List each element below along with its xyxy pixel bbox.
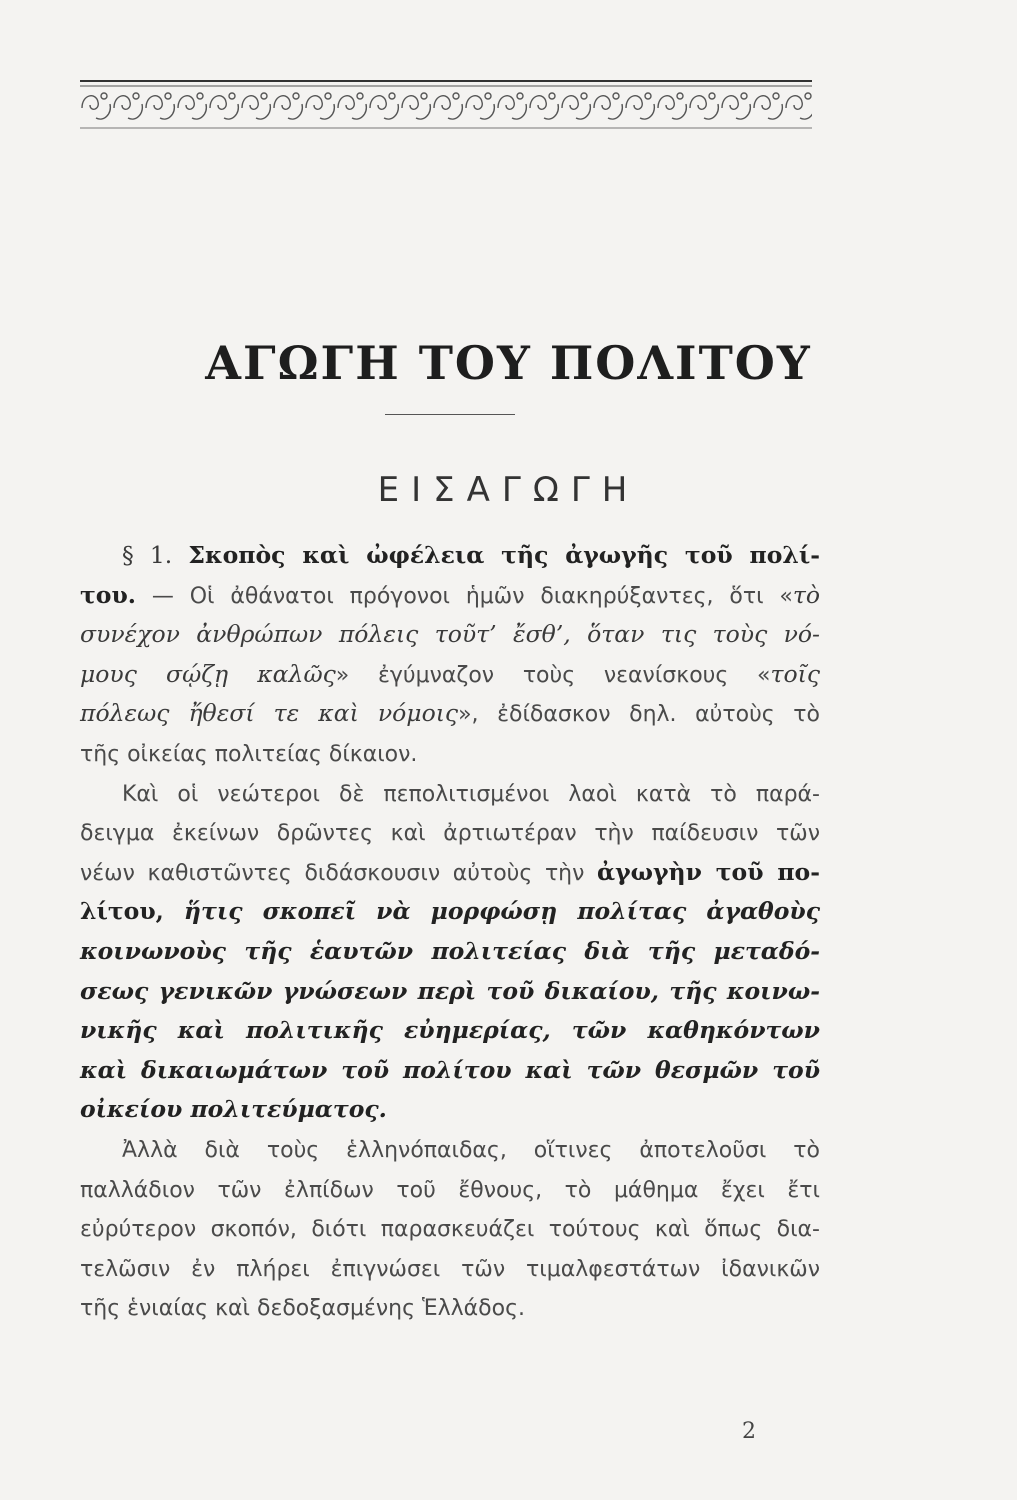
scroll-dot bbox=[581, 93, 587, 99]
line-text: Καὶ οἱ νεώτεροι δὲ πεπολιτισμένοι λαοὶ κατὰ τὸ παρά- bbox=[122, 781, 820, 807]
text-line bbox=[80, 734, 820, 774]
text-line bbox=[80, 972, 820, 1012]
scroll-motif bbox=[466, 96, 494, 119]
text-line bbox=[80, 536, 820, 576]
line-text: », ἐδίδασκον δηλ. αὐτοὺς τὸ bbox=[458, 702, 820, 728]
line-text: εὐρύτερον σκοπόν, διότι παρασκευάζει τούτους καὶ ὅπως δια- bbox=[80, 1217, 820, 1243]
title-divider bbox=[385, 414, 515, 415]
line-text: τῆς οἰκείας πολιτείας δίκαιον. bbox=[80, 741, 418, 767]
text-line bbox=[80, 615, 820, 655]
section-heading: Σκοπὸς καὶ ὠφέλεια τῆς ἀγωγῆς τοῦ πολί- bbox=[188, 541, 820, 569]
scroll-motif bbox=[306, 96, 334, 119]
scroll-motif bbox=[178, 96, 206, 119]
scroll-dot bbox=[101, 93, 107, 99]
scroll-dot bbox=[549, 93, 555, 99]
text-line bbox=[80, 1090, 820, 1130]
text-line bbox=[80, 1249, 820, 1289]
scroll-motif bbox=[498, 96, 526, 119]
scroll-motif bbox=[210, 96, 238, 119]
scroll-dot bbox=[229, 93, 235, 99]
scroll-motif bbox=[562, 96, 590, 119]
scroll-motif bbox=[146, 96, 174, 119]
text-line bbox=[80, 1130, 820, 1170]
scroll-dot bbox=[389, 93, 395, 99]
emphasis-italic-text: ἥτις σκοπεῖ νὰ μορφώσῃ πολίτας ἀγαθοὺς bbox=[163, 897, 820, 926]
ornamental-header-band bbox=[80, 78, 812, 134]
text-line bbox=[80, 774, 820, 814]
scroll-dot bbox=[325, 93, 331, 99]
scroll-dot bbox=[485, 93, 491, 99]
scroll-motif bbox=[370, 96, 398, 119]
scroll-dot bbox=[293, 93, 299, 99]
text-line bbox=[80, 853, 820, 893]
scroll-dot bbox=[677, 93, 683, 99]
text-line bbox=[80, 1209, 820, 1249]
scroll-motif bbox=[114, 96, 142, 119]
scroll-motif bbox=[530, 96, 558, 119]
emphasis-italic-text: σεως γενικῶν γνώσεων περὶ τοῦ δικαίου, τῆς κοινω- bbox=[80, 976, 820, 1005]
scroll-dot bbox=[197, 93, 203, 99]
line-text: νέων καθιστῶντες διδάσκουσιν αὐτοὺς τὴν bbox=[80, 860, 598, 886]
section-number: § 1. bbox=[122, 541, 189, 569]
page-title: ΑΓΩΓΗ ΤΟΥ ΠΟΛΙΤΟΥ bbox=[205, 336, 812, 390]
section-heading-end: του. bbox=[80, 580, 136, 609]
quote-text: πόλεως ἤθεσί τε καὶ νόμοις bbox=[80, 699, 459, 728]
scroll-dot bbox=[421, 93, 427, 99]
line-text: Ἀλλὰ διὰ τοὺς ἑλληνόπαιδας, οἵτινες ἀποτελοῦσι τὸ bbox=[122, 1137, 820, 1163]
scroll-motif bbox=[690, 96, 718, 119]
ornament-border-graphic bbox=[80, 78, 812, 134]
line-text: τελῶσιν ἐν πλήρει ἐπιγνώσει τῶν τιμαλφεστάτων ἰδανικῶν bbox=[80, 1256, 820, 1282]
scroll-motif bbox=[338, 96, 366, 119]
text-line bbox=[80, 694, 820, 734]
scroll-dot bbox=[741, 93, 747, 99]
emphasis-italic-text: νικῆς καὶ πολιτικῆς εὐημερίας, τῶν καθηκόντων bbox=[80, 1016, 820, 1045]
scroll-dot bbox=[645, 93, 651, 99]
text-line bbox=[80, 1170, 820, 1210]
scroll-motif bbox=[626, 96, 654, 119]
emphasis-italic-text: κοινωνοὺς τῆς ἑαυτῶν πολιτείας διὰ τῆς μεταδό- bbox=[80, 936, 820, 965]
line-text: — Οἱ ἀθάνατοι πρόγονοι ἡμῶν διακηρύξαντες, ὅτι « bbox=[135, 583, 793, 609]
quote-text: τοῖς bbox=[770, 659, 821, 688]
quote-text: τὸ bbox=[792, 580, 820, 609]
scroll-dot bbox=[805, 93, 811, 99]
scroll-motif bbox=[658, 96, 686, 119]
text-line bbox=[80, 655, 820, 695]
scroll-motif bbox=[274, 96, 302, 119]
emphasis-italic-text: καὶ δικαιωμάτων τοῦ πολίτου καὶ τῶν θεσμῶν τοῦ bbox=[80, 1055, 820, 1084]
scroll-dot bbox=[453, 93, 459, 99]
emphasis-text: ἀγωγὴν τοῦ πο- bbox=[597, 857, 820, 886]
body-text bbox=[80, 536, 820, 1328]
text-line bbox=[80, 813, 820, 853]
text-line bbox=[80, 1051, 820, 1091]
scroll-motif bbox=[402, 96, 430, 119]
emphasis-italic-text: οἰκείου πολιτεύματος. bbox=[80, 1095, 387, 1124]
section-subtitle: ΕΙΣΑΓΩΓΗ bbox=[377, 470, 640, 510]
quote-text: συνέχον ἀνθρώπων πόλεις τοῦτ’ ἔσθ’, ὅταν τις τοὺς νό- bbox=[80, 620, 820, 649]
text-line bbox=[80, 576, 820, 616]
scroll-motif bbox=[242, 96, 270, 119]
line-text: » ἐγύμναζον τοὺς νεανίσκους « bbox=[335, 662, 771, 688]
text-line bbox=[80, 892, 820, 932]
scroll-dot bbox=[357, 93, 363, 99]
page-number: 2 bbox=[742, 1419, 756, 1444]
scroll-motif bbox=[82, 96, 110, 119]
quote-text: μους σῴζῃ καλῶς bbox=[80, 659, 336, 688]
line-text: παλλάδιον τῶν ἐλπίδων τοῦ ἔθνους, τὸ μάθημα ἔχει ἔτι bbox=[80, 1177, 820, 1203]
text-line bbox=[80, 1011, 820, 1051]
scroll-dot bbox=[517, 93, 523, 99]
text-line bbox=[80, 1288, 820, 1328]
scroll-dot bbox=[133, 93, 139, 99]
scroll-dot bbox=[773, 93, 779, 99]
text-line bbox=[80, 932, 820, 972]
line-text: τῆς ἑνιαίας καὶ δεδοξασμένης Ἑλλάδος. bbox=[80, 1296, 525, 1322]
scroll-motif bbox=[594, 96, 622, 119]
scroll-dot bbox=[709, 93, 715, 99]
scroll-dot bbox=[613, 93, 619, 99]
scroll-motif bbox=[434, 96, 462, 119]
line-text: δειγμα ἐκείνων δρῶντες καὶ ἀρτιωτέραν τὴν παίδευσιν τῶν bbox=[80, 821, 820, 847]
scroll-motif bbox=[754, 96, 782, 119]
emphasis-text: λίτου, bbox=[80, 897, 164, 926]
scroll-motif bbox=[722, 96, 750, 119]
scroll-dot bbox=[165, 93, 171, 99]
scroll-dot bbox=[261, 93, 267, 99]
